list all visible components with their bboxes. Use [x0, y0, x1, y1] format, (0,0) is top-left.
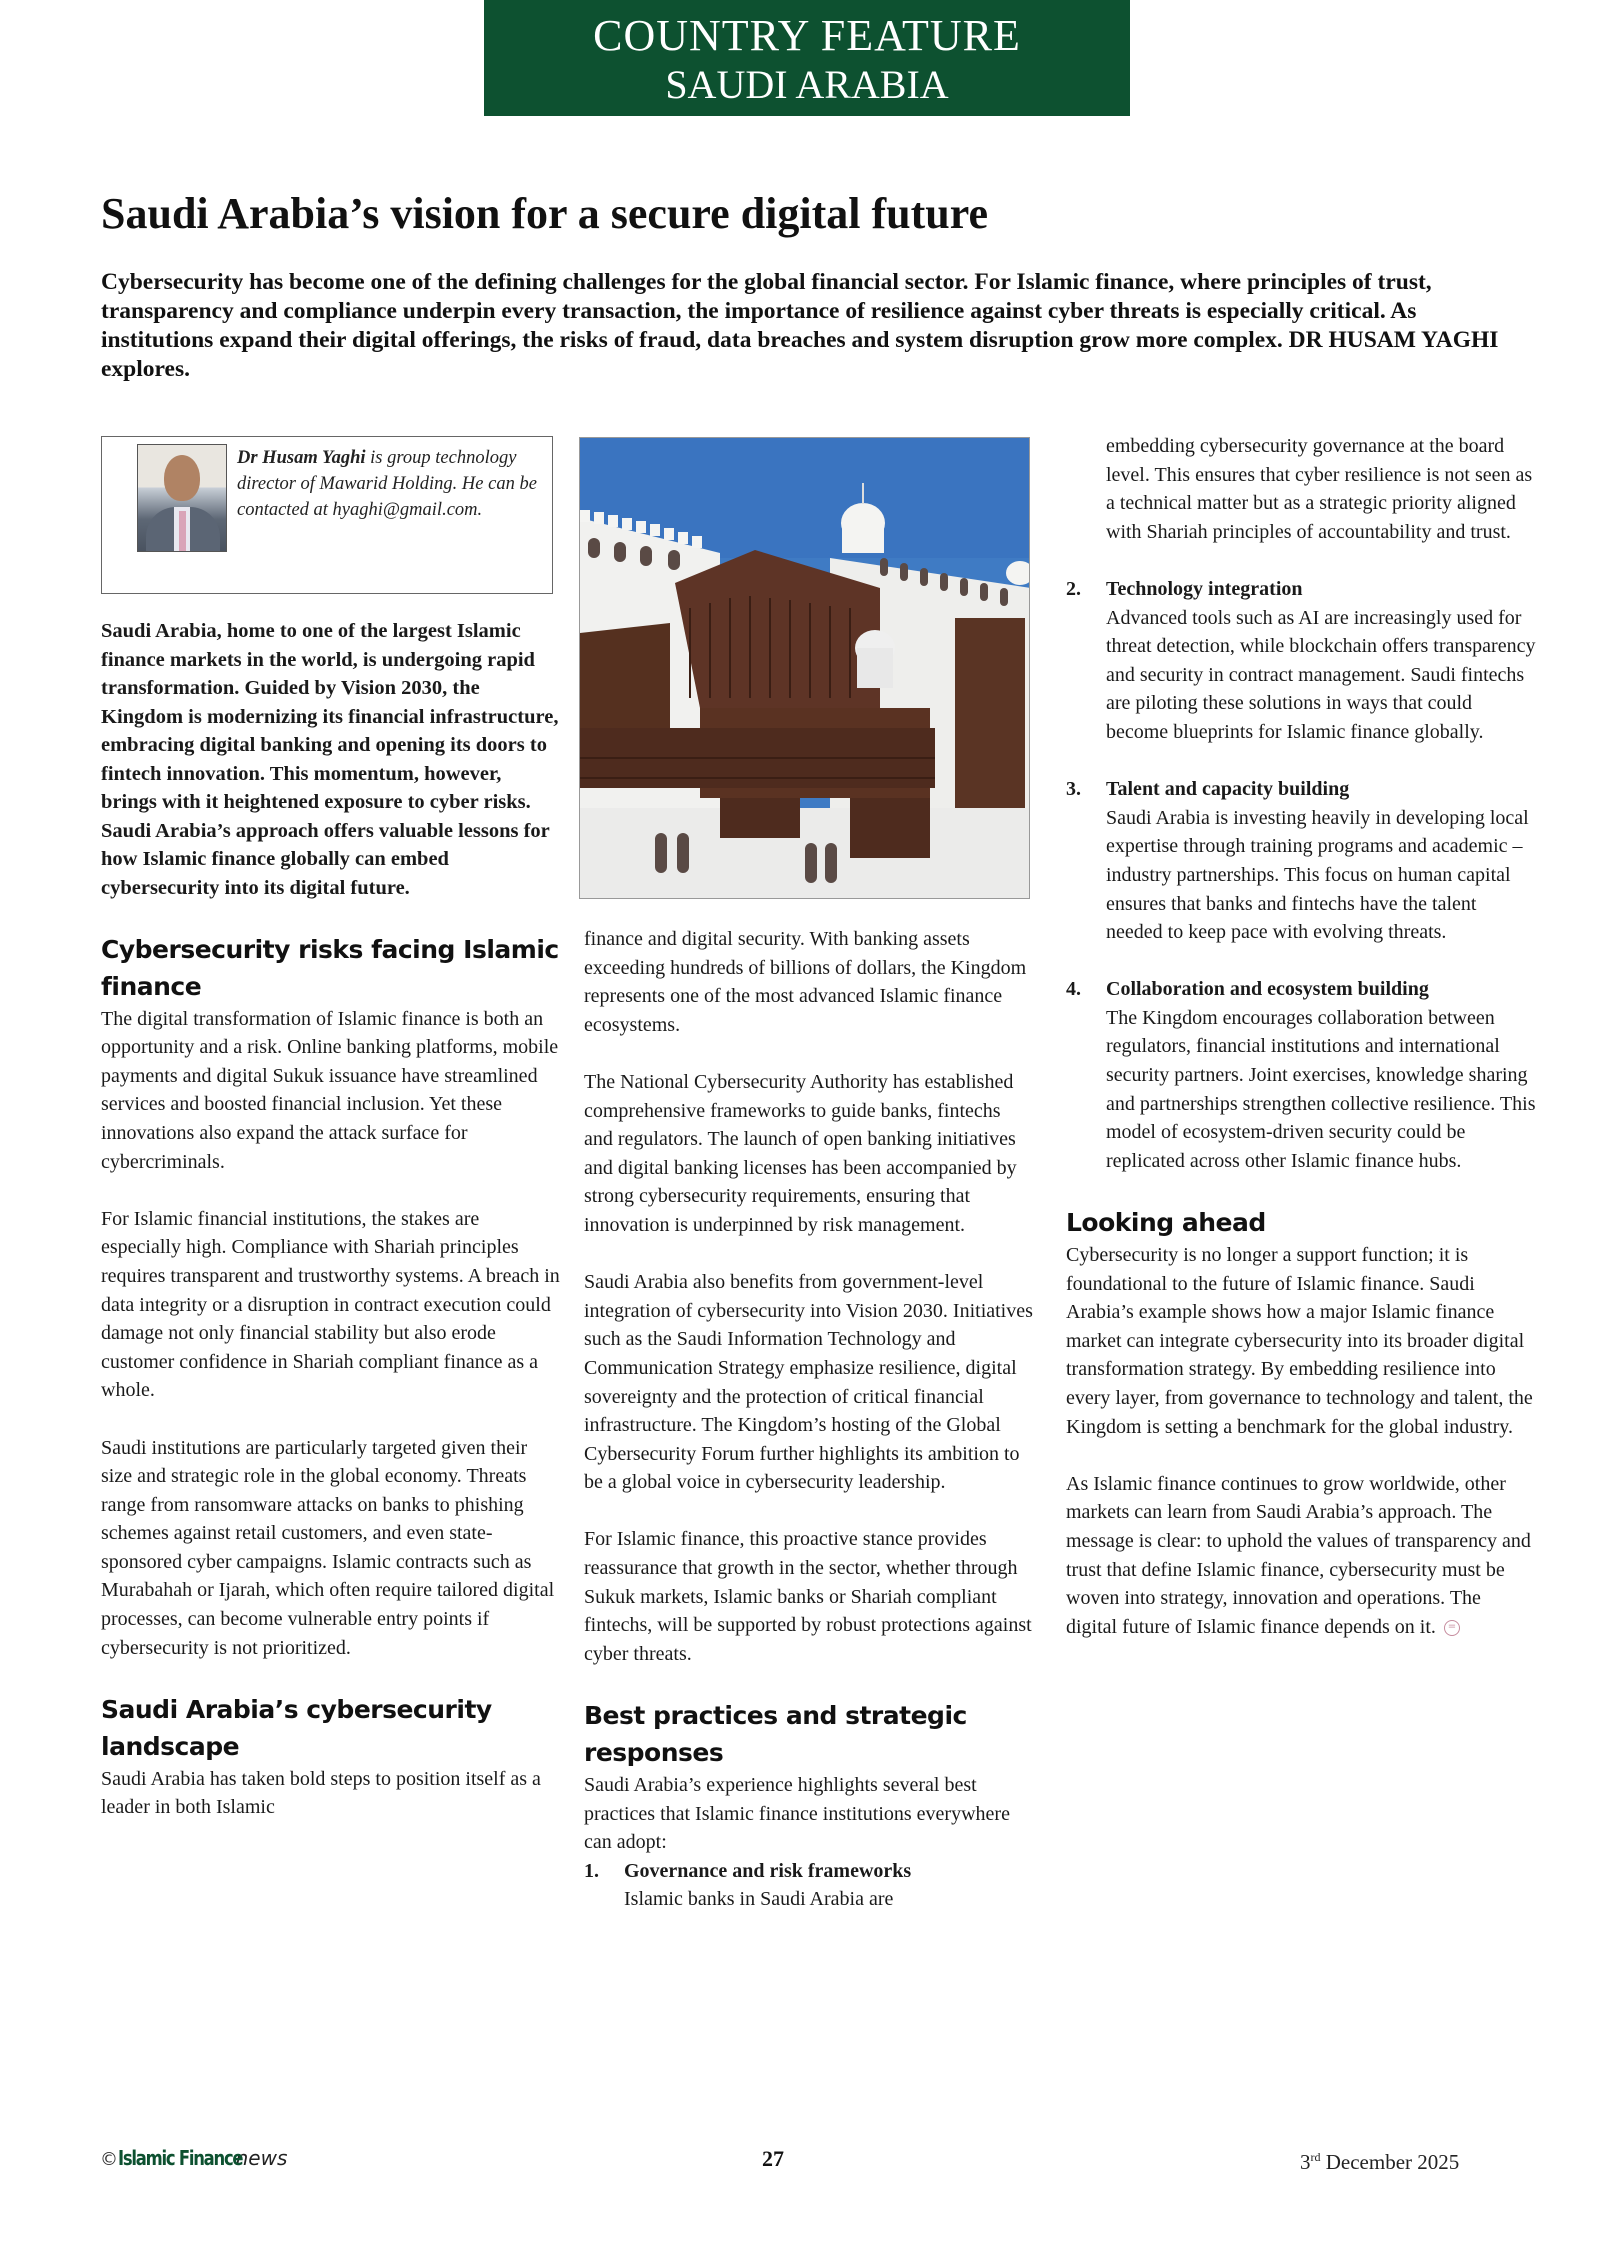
publication-logo [100, 2144, 287, 2174]
section-heading-looking-ahead: Looking ahead [1066, 1208, 1266, 1238]
body-paragraph: For Islamic finance, this proactive stance provides reassurance that growth in the sector, whether through Sukuk markets, Islamic banks or Shariah compliant fintechs, will be supported by robust protections against cyber threats. [584, 1528, 1032, 1665]
body-paragraph: Cybersecurity is no longer a support function; it is foundational to the future of Islamic finance. Saudi Arabia’s example shows how a major Islamic finance market can integrate cybersecurity into its broader digital transformation strategy. By embedding resilience into every layer, from governance to technology and talent, the Kingdom is setting a benchmark for the global industry. [1066, 1244, 1533, 1438]
list-number: 3. [1066, 778, 1081, 801]
list-item-text: The Kingdom encourages collaboration between regulators, financial institutions and international security partners. Joint exercises, knowledge sharing and partnerships strengthen collective resilience. This model of ecosystem-driven security could be replicated across other Islamic finance hubs. [1106, 1006, 1536, 1172]
date-day: 3 [1300, 2150, 1311, 2174]
list-item-collaboration [1066, 975, 1536, 1175]
column-2 [584, 925, 1034, 1914]
building-photo-icon [580, 438, 1030, 899]
logo-brand: Islamic Finance [118, 2146, 243, 2170]
body-paragraph: Saudi Arabia has taken bold steps to position itself as a leader in both Islamic [101, 1767, 541, 1819]
body-paragraph: The digital transformation of Islamic finance is both an opportunity and a risk. Online banking platforms, mobile payments and digital Sukuk issuance have streamlined services and boosted financial inclusion. Yet these innovations also expand the attack surface for cybercriminals. [101, 1007, 559, 1173]
body-paragraph: Saudi Arabia also benefits from government-level integration of cybersecurity into Vision 2030. Initiatives such as the Saudi Information Technology and Communication Strategy emphasize resilience, digital sovereignty and the protection of critical financial infrastructure. The Kingdom’s hosting of the Global Cybersecurity Forum further highlights its ambition to be a global voice in cybersecurity leadership. [584, 1271, 1033, 1494]
author-box [101, 436, 553, 594]
closing-paragraph [1066, 1470, 1536, 1642]
list-item-governance [584, 1857, 1034, 1914]
lead-paragraph: Saudi Arabia, home to one of the largest Islamic finance markets in the world, is undergoing rapid transformation. Guided by Vision 2030, the Kingdom is modernizing its financial infrastructure, embracing digital banking and opening its doors to fintech innovation. This momentum, however, brings with it heightened exposure to cyber risks. Saudi Arabia’s approach offers valuable lessons for how Islamic finance globally can embed cybersecurity into its digital future. [101, 620, 559, 899]
section-heading-landscape: Saudi Arabia’s cybersecurity landscape [101, 1694, 492, 1761]
closing-paragraph-text: As Islamic finance continues to grow worldwide, other markets can learn from Saudi Arabia’s approach. The message is clear: to uphold the values of transparency and trust that define Islamic finance, cybersecurity must be woven into strategy, innovation and operations. The digital future of Islamic finance depends on it. [1066, 1472, 1531, 1638]
list-item-text: Islamic banks in Saudi Arabia are [624, 1888, 894, 1911]
section-heading-risks: Cybersecurity risks facing Islamic finance [101, 934, 559, 1001]
article-standfirst: Cybersecurity has become one of the defining challenges for the global financial sector. For Islamic finance, where principles of trust, transparency and compliance underpin every transaction, the importance of resilience against cyber threats is especially critical. As institutions expand their digital offerings, the risks of fraud, data breaches and system disruption grow more complex. DR HUSAM YAGHI explores. [101, 269, 1499, 382]
banner-title: COUNTRY FEATURE [593, 11, 1021, 60]
list-item-talent [1066, 775, 1536, 947]
date-month-year: December 2025 [1320, 2150, 1460, 2174]
list-number: 1. [584, 1859, 599, 1882]
list-item-title: Technology integration [1106, 577, 1303, 600]
list-item-title: Collaboration and ecosystem building [1106, 978, 1429, 1001]
section-heading-best-practices: Best practices and strategic responses [584, 1701, 967, 1768]
copyright-symbol: © [100, 2149, 118, 2170]
body-paragraph: finance and digital security. With banking assets exceeding hundreds of billions of dollars, the Kingdom represents one of the most advanced Islamic finance ecosystems. [584, 928, 1027, 1036]
body-paragraph: Saudi institutions are particularly targeted given their size and strategic role in the global economy. Threats range from ransomware attacks on banks to phishing schemes against retail customers, and even state-sponsored cyber campaigns. Islamic contracts such as Murabahah or Ijarah, which often require tailored digital processes, can become vulnerable entry points if cybersecurity is not prioritized. [101, 1436, 555, 1659]
list-item-title: Governance and risk frameworks [624, 1859, 912, 1882]
list-item-text: Saudi Arabia is investing heavily in developing local expertise through training programs and academic – industry partnerships. This focus on human capital ensures that banks and fintechs have the talent needed to keep pace with evolving threats. [1106, 806, 1529, 944]
body-paragraph: The National Cybersecurity Authority has established comprehensive frameworks to guide banks, fintechs and regulators. The launch of open banking initiatives and digital banking licenses has been accompanied by strong cybersecurity requirements, ensuring that innovation is underpinned by risk management. [584, 1070, 1017, 1236]
article-photo [579, 437, 1030, 899]
list-item-text: Advanced tools such as AI are increasingly used for threat detection, while blockchain offers transparency and security in contract management. Saudi fintechs are piloting these solutions in ways that could become blueprints for Islamic finance globally. [1106, 606, 1536, 743]
list-item-text-continued: embedding cybersecurity governance at the board level. This ensures that cyber resilience is not seen as a technical matter but as a strategic priority aligned with Shariah principles of accountability and trust. [1106, 435, 1533, 543]
column-1 [101, 617, 561, 1822]
body-paragraph: Saudi Arabia’s experience highlights several best practices that Islamic finance institutions everywhere can adopt: [584, 1774, 1010, 1854]
author-bio-text: is group technology director of Mawarid Holding. He can be contacted at hyaghi@gmail.com. [237, 448, 537, 520]
body-paragraph: For Islamic financial institutions, the stakes are especially high. Compliance with Shariah principles requires transparent and trustworthy systems. A breach in data integrity or a disruption in contract execution could damage not only financial stability but also erode customer confidence in Shariah compliant finance as a whole. [101, 1207, 560, 1402]
end-of-article-icon: = [1444, 1620, 1460, 1636]
article-headline: Saudi Arabia’s vision for a secure digital future [101, 189, 989, 238]
list-number: 4. [1066, 978, 1081, 1001]
section-banner [484, 0, 1130, 116]
logo-news: news [235, 2146, 288, 2170]
page-number: 27 [762, 2146, 784, 2171]
list-item-technology [1066, 575, 1536, 747]
author-bio [237, 445, 542, 523]
column-3 [1066, 432, 1536, 1641]
list-number: 2. [1066, 577, 1081, 600]
author-name: Dr Husam Yaghi [237, 448, 366, 468]
list-item-title: Talent and capacity building [1106, 778, 1350, 801]
author-portrait-icon [137, 444, 227, 552]
banner-country: SAUDI ARABIA [665, 62, 949, 107]
issue-date [1300, 2150, 1459, 2175]
date-suffix: rd [1310, 2150, 1321, 2164]
